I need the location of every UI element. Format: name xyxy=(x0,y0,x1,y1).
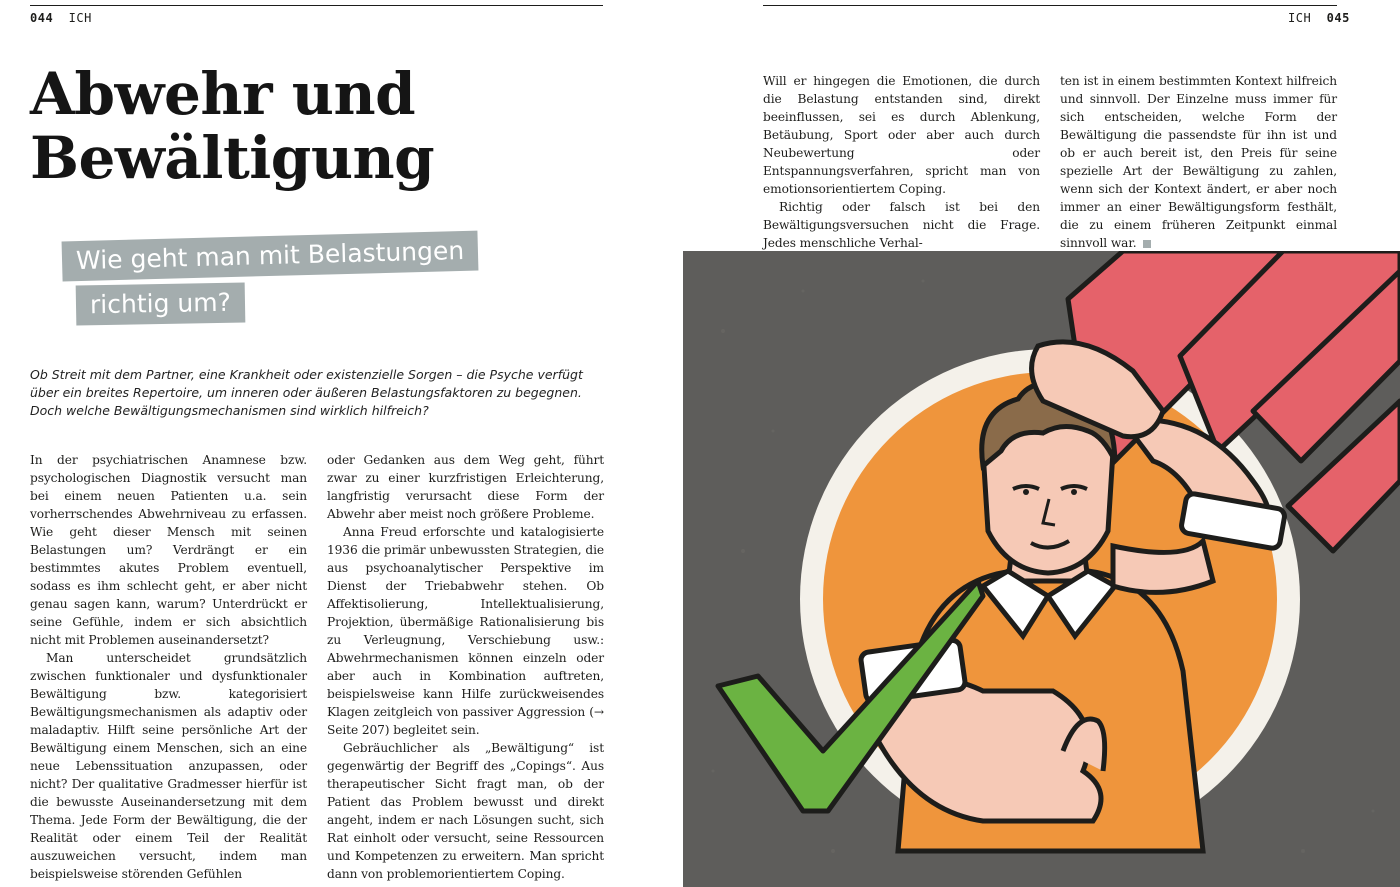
body-paragraph-final xyxy=(1060,72,1337,252)
header-rule-left xyxy=(30,5,603,6)
left-page-number: 044 xyxy=(30,11,54,25)
right-section-label: ICH xyxy=(1288,11,1312,25)
left-folio xyxy=(30,11,92,25)
coping-illustration xyxy=(683,251,1400,887)
left-pupil xyxy=(1023,489,1029,495)
body-paragraph: Gebräuchlicher als „Bewältigung“ ist gegenwärtig der Begriff des „Copings“. Aus therapeutischer Sicht fragt man, ob der Patient das Problem bewusst und direkt angeht, indem er nach Lösungen sucht, sich Rat einholt oder versucht, seine Ressourcen und Kompetenzen zu erweitern. Man spricht dann von problemorientiertem Coping. xyxy=(327,741,604,881)
header-rule-right xyxy=(763,5,1337,6)
body-paragraph: Richtig oder falsch ist bei den Bewältigungsversuchen nicht die Frage. Jedes menschliche Verhal- xyxy=(763,200,1040,250)
subtitle-line-1: Wie geht man mit Belastungen xyxy=(62,231,479,282)
article-title xyxy=(30,62,550,190)
body-column-2 xyxy=(327,451,604,883)
body-column-4 xyxy=(1060,72,1337,252)
title-line-1: Abwehr und xyxy=(30,60,416,128)
right-pupil xyxy=(1071,489,1077,495)
right-page-number: 045 xyxy=(1326,11,1350,25)
illustration xyxy=(683,251,1400,887)
body-paragraph: Anna Freud erforschte und katalogisierte 1936 die primär unbewussten Strategien, die aus psychoanalytischer Perspektive im Dienst der Triebabwehr stehen. Ob Affektisolierung, Intellektualisierung, Projektion, übermäßige Rationalisierung bis zu Verleugnung, Verschiebung usw.: Abwehrmechanismen können einzeln oder aber auch in Kombination auftreten, beispielsweise kann Hilfe zurückweisendes Klagen zeitgleich von passiver Aggression (→ Seite 207) begleitet sein. xyxy=(327,525,604,737)
body-column-1 xyxy=(30,451,307,883)
body-column-3 xyxy=(763,72,1040,252)
body-paragraph: oder Gedanken aus dem Weg geht, führt zwar zu einer kurzfristigen Erleichterung, langfristig verursacht diese Form der Abwehr aber meist noch größere Probleme. xyxy=(327,453,604,521)
body-paragraph: Will er hingegen die Emotionen, die durch die Belastung entstanden sind, direkt beeinflussen, sei es durch Ablenkung, Betäubung, Sport oder aber auch durch Neubewertung oder Entspannungsverfahren, spricht man von emotionsorientiertem Coping. xyxy=(763,74,1040,196)
left-section-label: ICH xyxy=(68,11,92,25)
body-paragraph: Man unterscheidet grundsätzlich zwischen funktionaler und dysfunktionaler Bewältigung bzw. kategorisiert Bewältigungsmechanismen als adaptiv oder maladaptiv. Hilft seine persönliche Art der Bewältigung einem Menschen, sich an eine neue Lebenssituation anzupassen, oder nicht? Der qualitative Gradmesser hierfür ist die bewusste Auseinandersetzung mit dem Thema. Jede Form der Bewältigung, die der Realität oder einem Teil der Realität auszuweichen versucht, indem man beispielsweise störenden Gefühlen xyxy=(30,651,307,881)
body-paragraph: In der psychiatrischen Anamnese bzw. psychologischen Diagnostik versucht man bei einem neuen Patienten u.a. sein vorherrschendes Abwehrniveau zu erfassen. Wie geht dieser Mensch mit seinen Belastungen um? Verdrängt er ein bestimmtes akutes Problem eventuell, sodass es ihm schlecht geht, er aber nicht genau sagen kann, warum? Unterdrückt er seine Gefühle, indem er sich absichtlich nicht mit Problemen auseinandersetzt? xyxy=(30,453,307,647)
title-line-2: Bewältigung xyxy=(30,124,435,192)
body-paragraph-text: ten ist in einem bestimmten Kontext hilfreich und sinnvoll. Der Einzelne muss immer für sich entscheiden, welche Form der Bewältigung die passendste für ihn ist und ob er auch bereit ist, den Preis für seine spezielle Art der Bewältigung zu zahlen, wenn sich der Kontext ändert, er aber noch immer an einer Bewältigungsform festhält, die zu einem früheren Zeitpunkt einmal sinnvoll war. xyxy=(1060,74,1337,250)
end-of-article-mark xyxy=(1143,240,1151,248)
lead-paragraph: Ob Streit mit dem Partner, eine Krankheit oder existenzielle Sorgen – die Psyche verfügt über ein breites Repertoire, um inneren oder äußeren Belastungsfaktoren zu begegnen. Doch welche Bewältigungsmechanismen sind wirklich hilfreich? xyxy=(30,367,583,418)
right-folio xyxy=(1288,11,1350,25)
subtitle-line-2: richtig um? xyxy=(76,283,246,326)
